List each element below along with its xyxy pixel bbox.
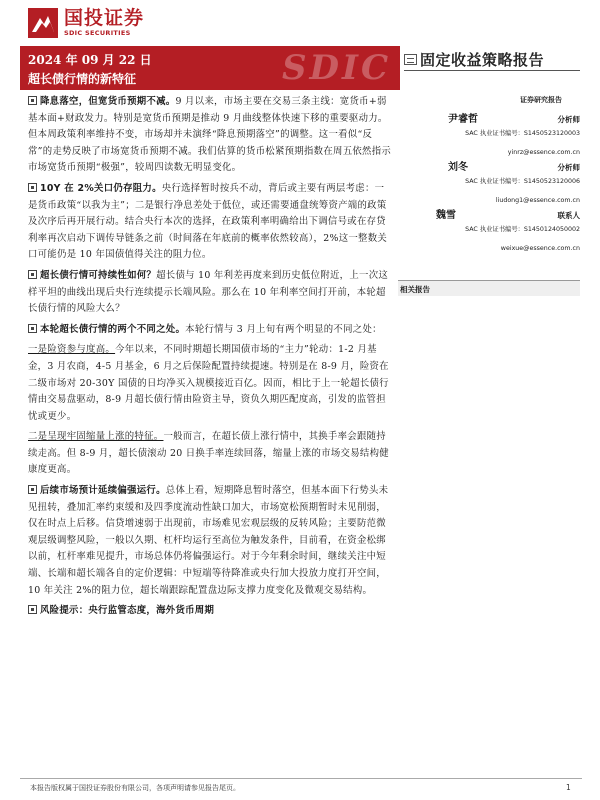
- paragraph-text: 超长债与 10 年利差再度来到历史低位附近，上一次这样平坦的曲线出现后央行连续提示长端风险。那么在 10 年利率空间打开前，本轮超长债行情的风险大么？: [28, 269, 389, 315]
- analyst-email[interactable]: yinrz@essence.com.cn: [507, 149, 580, 156]
- paragraph: [28, 342, 392, 425]
- paragraph-heading: 一是险资参与度高。: [28, 344, 116, 356]
- paragraph-text: 9 月以来，市场主要在交易三条主线：宽货币+弱基本面+财政发力。特别是宽货币预期是推动 9 月曲线整体快速下移的重要驱动力。但本周政策利率维持不变，市场却并未演绎“降息预期落空”的调整。这一看似“反常”的走势反映了市场宽货币预期不减。我们估算的货币松紧预期指数在周五依然指示市场宽货币预期“极强”，较周四读数无明显变化。: [28, 96, 392, 174]
- paragraph-text: 一般而言，在超长债上涨行情中，其换手率会跟随持续走高。但 8-9 月，超长债滚动 20 日换手率连续回落，缩量上涨的市场交易结构健康度更高。: [28, 431, 389, 476]
- bullet-square-icon: [28, 270, 37, 279]
- analyst-cert: SAC 执业证书编号：S1450523120003: [465, 130, 580, 137]
- paragraph: [28, 603, 392, 620]
- risk-warning: 风险提示：央行监管态度，海外货币周期: [40, 605, 215, 617]
- logo-name-en: SDIC SECURITIES: [64, 29, 131, 38]
- paragraph: [28, 181, 392, 264]
- paragraph-heading: 降息落空，但宽货币预期不减。: [40, 96, 176, 107]
- bullet-square-icon: [28, 324, 37, 333]
- title-banner: [20, 46, 400, 90]
- paragraph: [28, 429, 392, 479]
- paragraph-text: 总体上看，短期降息暂时落空，但基本面下行势头未见扭转，叠加汇率约束缓和及四季度流动性缺口加大，市场宽松预期暂时未见削弱，仅在时点上后移。信贷增速弱于出现前，市场难见宏观层级的反转风险；主要防范微观层级调整风险，一般以久期、杠杆均运行至高位为触发条件，目前看，在资金松绑以前，杠杆率难见提升，市场总体仍将偏强运行。对于今年剩余时间，继续关注中短端、长端和超长端各自的定价逻辑：中短端等待降准或央行加大投放力度打开空间，10 年关注 2%的阻力位，超长端跟踪配置盘边际支撑力度变化及微观交易结构。: [28, 485, 389, 596]
- paragraph-text: 本轮行情与 3 月上旬有两个明显的不同之处：: [185, 323, 382, 335]
- report-title: 超长债行情的新特征: [28, 72, 137, 86]
- banner-watermark: SDIC: [282, 48, 392, 88]
- research-dept-label: 证券研究报告: [520, 96, 562, 104]
- logo-name-cn: 国投证券: [64, 7, 145, 30]
- paragraph-heading: 超长债行情可持续性如何？: [40, 269, 157, 281]
- bullet-square-icon: [28, 485, 37, 494]
- paragraph-heading: 本轮超长债行情的两个不同之处。: [40, 323, 186, 335]
- analyst-cert: SAC 执业证书编号：S1450124050002: [465, 226, 580, 233]
- report-date: 2024 年 09 月 22 日: [28, 53, 152, 67]
- bullet-square-icon: [28, 96, 37, 105]
- analyst-card: [404, 110, 580, 156]
- paragraph-heading: 10Y 在 2%关口仍存阻力。: [40, 182, 162, 194]
- company-logo: [28, 8, 144, 38]
- analyst-email[interactable]: liudong1@essence.com.cn: [495, 197, 580, 204]
- bullet-square-icon: [28, 605, 37, 614]
- analyst-card: [404, 206, 580, 252]
- analyst-cert: SAC 执业证书编号：S1450523120006: [465, 178, 580, 185]
- analyst-role: 分析师: [557, 115, 580, 124]
- footer-divider: [20, 778, 582, 779]
- page-number: 1: [566, 783, 571, 792]
- paragraph-text: 央行选择暂时按兵不动，背后或主要有两层考虑：一是货币政策“以我为主”；二是银行净息差处于低位，或还需要通盘统筹资产端的政策及次序后再开展行动。结合央行本次的选择，在政策利率明确给出下调信号或在存贷利率再次启动下调传导链条之前（时间落在年底前的概率依然较高），2%这一整数关口可能仍是 10 年国债值得关注的阻力位。: [28, 182, 388, 261]
- analyst-card: [404, 158, 580, 204]
- bullet-square-icon: [28, 183, 37, 192]
- report-type-icon: [404, 54, 417, 65]
- paragraph: [28, 483, 392, 599]
- paragraph-heading: 二是呈现牢固缩量上涨的特征。: [28, 431, 164, 443]
- paragraph: [28, 322, 392, 339]
- analyst-name: 刘冬: [448, 162, 468, 173]
- report-type-title: 固定收益策略报告: [420, 50, 545, 69]
- analyst-name: 尹睿哲: [448, 114, 478, 125]
- analyst-role: 分析师: [557, 163, 580, 172]
- paragraph-heading: 后续市场预计延续偏强运行。: [40, 485, 166, 497]
- paragraph: [28, 94, 392, 177]
- paragraph-text: 今年以来，不同时期超长期国债市场的“主力”轮动：1-2 月基金，3 月农商，4-5 月基金，6 月之后保险配置持续提速。特别是在 8-9 月，险资在二级市场对 20-30Y 国债的日均净买入规模接近百亿。因而，相比于上一轮超长债行情由交易盘驱动，8-9 月超长债行情由险资主导，资负久期匹配度高，引发的监管担忧或更少。: [28, 344, 389, 422]
- header-divider: [404, 70, 580, 71]
- analyst-role: 联系人: [557, 211, 580, 220]
- paragraph: [28, 268, 392, 318]
- analyst-name: 魏雪: [436, 210, 456, 221]
- analyst-email[interactable]: weixue@essence.com.cn: [500, 245, 580, 252]
- footer-disclaimer: 本报告版权属于国投证券股份有限公司，各项声明请参见报告尾页。: [30, 784, 240, 792]
- related-reports-header: 相关报告: [398, 280, 580, 296]
- report-body: [28, 94, 392, 624]
- logo-icon: [28, 8, 58, 38]
- report-type-header: [404, 48, 580, 70]
